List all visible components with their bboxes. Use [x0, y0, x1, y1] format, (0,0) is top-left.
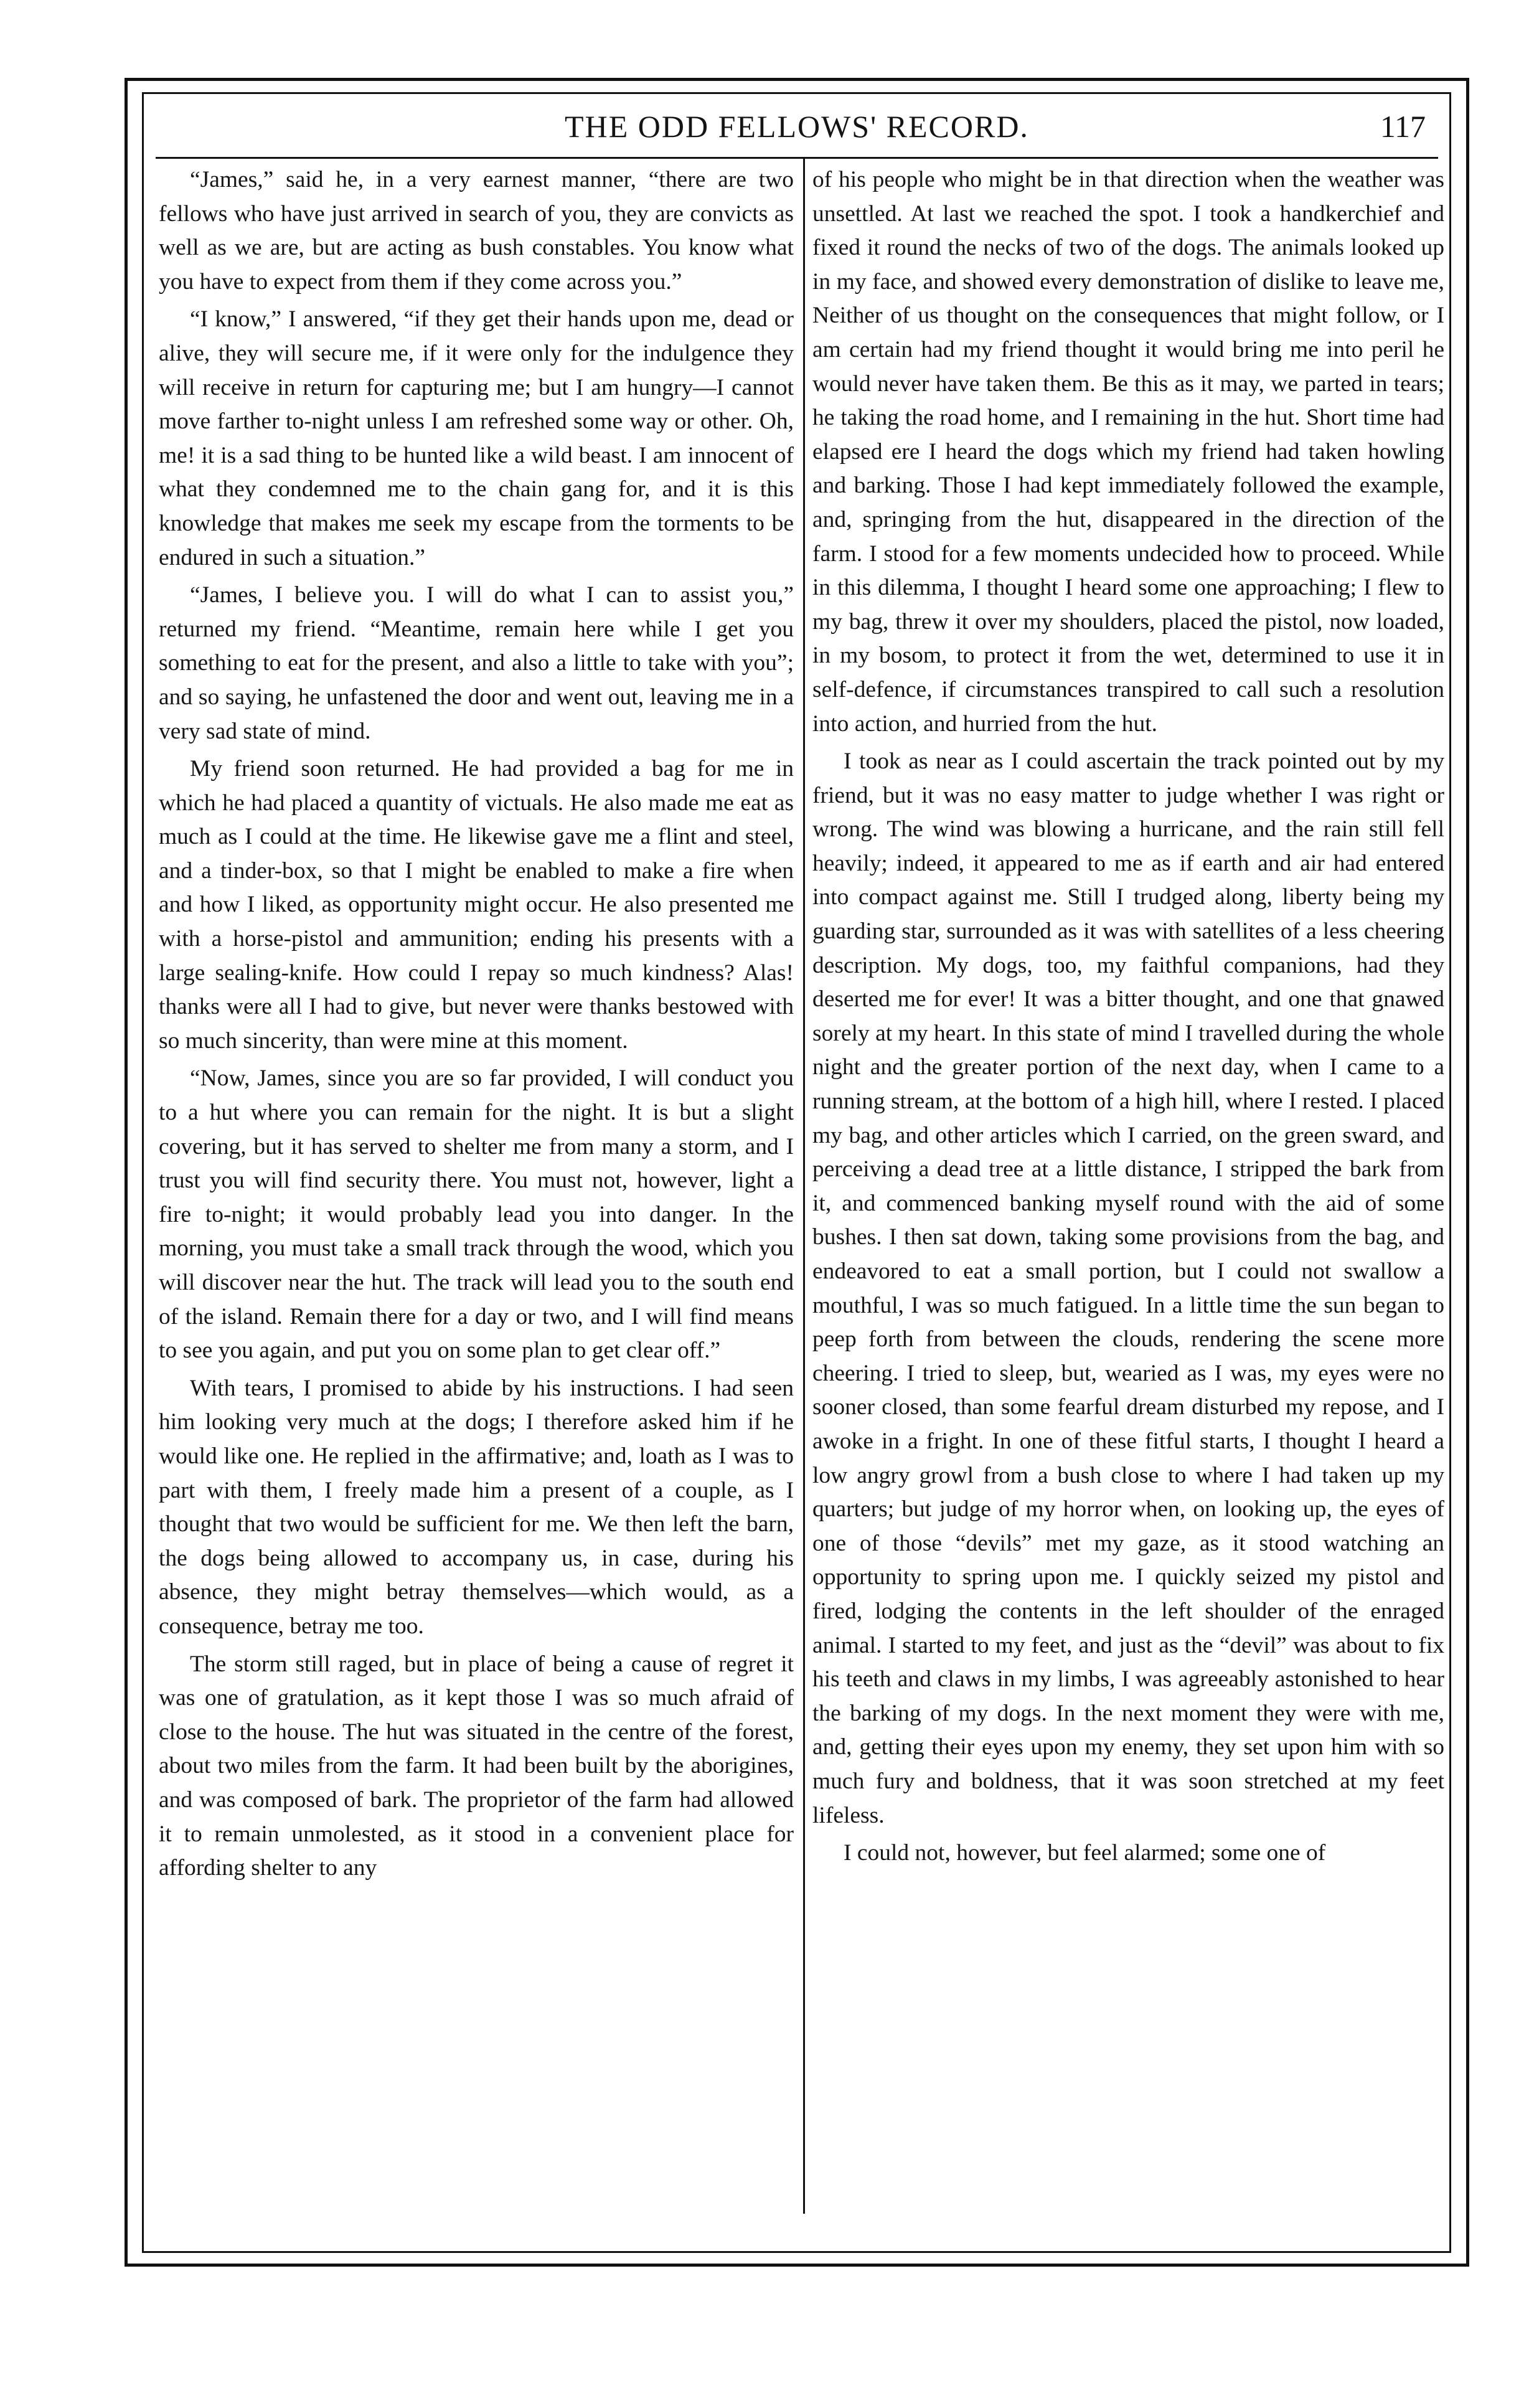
- paragraph: “James,” said he, in a very earnest manner, “there are two fellows who have just arrived in search of you, they are convicts as well as we are, but are acting as bush constables. You know what you have to expect from them if they come across you.”: [159, 167, 794, 295]
- column-divider: [803, 159, 805, 2214]
- paragraph: The storm still raged, but in place of being a cause of regret it was one of gratulation, as it kept those I was so much afraid of close to the house. The hut was situated in the centre of the forest, about two miles from the farm. It had been built by the aborigines, and was composed of bark. The proprietor of the farm had allowed it to remain unmolested, as it stood in a convenient place for affording shelter to any: [159, 1651, 794, 1881]
- running-title: THE ODD FELLOWS' RECORD.: [565, 109, 1029, 144]
- paragraph: I could not, however, but feel alarmed; some one of: [844, 1840, 1326, 1866]
- paragraph: My friend soon returned. He had provided a bag for me in which he had placed a quantity of victuals. He also made me eat as much as I could at the time. He likewise gave me a flint and steel, and a tinder-box, so that I might be enabled to make a fire when and how I liked, as opportunity might occur. He also presented me with a horse-pistol and ammunition; ending his presents with a large sealing-knife. How could I repay so much kindness? Alas! thanks were all I had to give, but never were thanks bestowed with so much sincerity, than were mine at this moment.: [159, 756, 794, 1054]
- paragraph: “Now, James, since you are so far provided, I will conduct you to a hut where you can remain for the night. It is but a slight covering, but it has served to shelter me from many a storm, and I trust you will find security there. You must not, however, light a fire to-night; it would probably lead you into danger. In the morning, you must take a small track through the wood, which you will discover near the hut. The track will lead you to the south end of the island. Remain there for a day or two, and I will find means to see you again, and put you on some plan to get clear off.”: [159, 1065, 794, 1364]
- paragraph: I took as near as I could ascertain the track pointed out by my friend, but it was no easy matter to judge whether I was right or wrong. The wind was blowing a hurricane, and the rain still fell heavily; indeed, it appeared to me as if earth and air had entered into compact against me. Still I trudged along, liberty being my guarding star, surrounded as it was with satellites of a less cheering description. My dogs, too, my faithful companions, had they deserted me for ever! It was a bitter thought, and one that gnawed sorely at my heart. In this state of mind I travelled during the whole night and the greater portion of the next day, when I came to a running stream, at the bottom of a high hill, where I rested. I placed my bag, and other articles which I carried, on the green sward, and perceiving a dead tree at a little distance, I stripped the bark from it, and commenced banking myself round with the aid of some bushes. I then sat down, taking some provisions from the bag, and endeavored to eat a small portion, but I could not swallow a mouthful, I was so much fatigued. In a little time the sun began to peep forth from between the clouds, rendering the scene more cheering. I tried to sleep, but, wearied as I was, my eyes were no sooner closed, than some fearful dream disturbed my repose, and I awoke in a fright. In one of these fitful starts, I thought I heard a low angry growl from a bush close to where I had taken up my quarters; but judge of my horror when, on looking up, the eyes of one of those “devils” met my gaze, as it stood watching an opportunity to spring upon me. I quickly seized my pistol and fired, lodging the contents in the left shoulder of the enraged animal. I started to my feet, and just as the “devil” was about to fix his teeth and claws in my limbs, I was agreeably astonished to hear the barking of my dogs. In the next moment they were with me, and, getting their eyes upon my enemy, they set upon him with so much fury and boldness, that it was soon stretched at my feet lifeless.: [812, 748, 1444, 1828]
- running-head: [156, 98, 1438, 154]
- paragraph-continued: of his people who might be in that direction when the weather was unsettled. At last we reached the spot. I took a handkerchief and fixed it round the necks of two of the dogs. The animals looked up in my face, and showed every demonstration of dislike to leave me, Neither of us thought on the consequences that might follow, or I am certain had my friend thought it would bring me into peril he would never have taken them. Be this as it may, we parted in tears; he taking the road home, and I remaining in the hut. Short time had elapsed ere I heard the dogs which my friend had taken howling and barking. Those I had kept immediately followed the example, and, springing from the hut, disappeared in the direction of the farm. I stood for a few moments undecided how to proceed. While in this dilemma, I thought I heard some one approaching; I flew to my bag, threw it over my shoulders, placed the pistol, now loaded, in my bosom, to protect it from the wet, determined to use it in self-defence, if circumstances transpired to call such a resolution into action, and hurried from the hut.: [812, 167, 1444, 737]
- page-number: 117: [1380, 109, 1426, 144]
- right-column: [812, 163, 1444, 2218]
- header-rule: [156, 157, 1438, 159]
- paragraph: With tears, I promised to abide by his instructions. I had seen him looking very much at the dogs; I therefore asked him if he would like one. He replied in the affirmative; and, loath as I was to part with them, I freely made him a present of a couple, as I thought that two would be sufficient for me. We then left the barn, the dogs being allowed to accompany us, in case, during his absence, they might betray themselves—which would, as a consequence, betray me too.: [159, 1375, 794, 1639]
- paragraph: “I know,” I answered, “if they get their hands upon me, dead or alive, they will secure me, if it were only for the indulgence they will receive in return for capturing me; but I am hungry—I cannot move farther to-night unless I am refreshed some way or other. Oh, me! it is a sad thing to be hunted like a wild beast. I am innocent of what they condemned me to the chain gang for, and it is this knowledge that makes me seek my escape from the torments to be endured in such a situation.”: [159, 306, 794, 570]
- paragraph: “James, I believe you. I will do what I can to assist you,” returned my friend. “Meantime, remain here while I get you something to eat for the present, and also a little to take with you”; and so saying, he unfastened the door and went out, leaving me in a very sad state of mind.: [159, 582, 794, 744]
- left-column: [159, 163, 794, 2218]
